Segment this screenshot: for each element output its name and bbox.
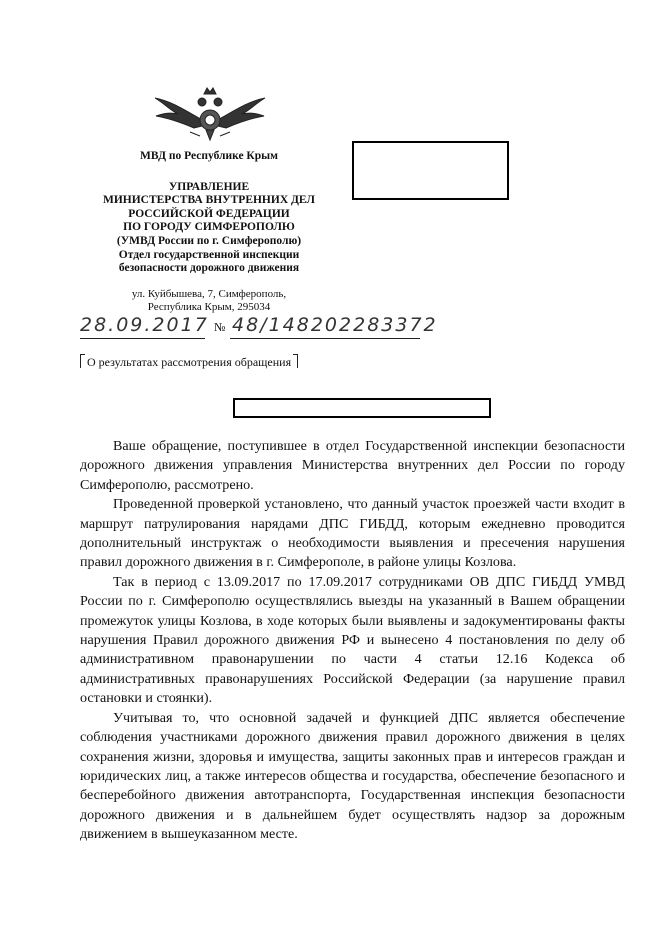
redacted-addressee-box xyxy=(233,398,491,418)
ministry-name: МВД по Республике Крым xyxy=(140,150,278,162)
dept-line: Отдел государственной инспекции xyxy=(118,248,300,261)
eagle-emblem-icon xyxy=(150,84,270,144)
dept-line: РОССИЙСКОЙ ФЕДЕРАЦИИ xyxy=(128,207,290,220)
dept-line: (УМВД России по г. Симферополю) xyxy=(116,234,302,247)
address-line: ул. Куйбышева, 7, Симферополь, xyxy=(131,288,287,300)
redacted-recipient-box xyxy=(352,141,509,200)
dept-line: УПРАВЛЕНИЕ xyxy=(168,180,250,193)
reg-date: 28.09.2017 xyxy=(80,314,209,336)
reg-number: 48/148202283372 xyxy=(232,314,438,336)
body-paragraph: Проведенной проверкой установлено, что данный участок проезжей части входит в маршрут патрулирования нарядами ДПС ГИБДД, которым ежедневно проводится дополнительный инструктаж о необходимости выявления и пресечения нарушения правил дорожного движения в г. Симферополе, в районе улицы Козлова. xyxy=(80,496,625,571)
subject-line xyxy=(80,354,298,370)
address xyxy=(95,288,323,314)
dept-line: безопасности дорожного движения xyxy=(118,262,300,275)
subject-bracket-right xyxy=(293,354,298,368)
subject-text: О результатах рассмотрения обращения xyxy=(87,355,292,369)
date-underline xyxy=(80,338,205,339)
number-underline xyxy=(230,338,420,339)
dept-line: ПО ГОРОДУ СИМФЕРОПОЛЮ xyxy=(123,221,295,234)
registration-line xyxy=(80,312,438,342)
body-paragraph: Ваше обращение, поступившее в отдел Государственной инспекции безопасности дорожного движения управления Министерства внутренних дел России по городу Симферополю, рассмотрено. xyxy=(80,438,625,493)
body-paragraph: Учитывая то, что основной задачей и функцией ДПС является обеспечение соблюдения участниками дорожного движения правил дорожного движения в целях сохранения жизни, здоровья и имущества, защиты законных прав и интересов граждан и юридических лиц, а также интересов общества и государства, обеспечение безопасного и бесперебойного движения автотранспорта, Государственная инспекция безопасности дорожного движения и в дальнейшем будет осуществлять надзор за дорожным движением в вышеуказанном месте. xyxy=(80,709,625,843)
letterhead xyxy=(78,150,340,276)
address-line: Республика Крым, 295034 xyxy=(147,301,271,313)
reg-number-label: № xyxy=(214,320,226,334)
subject-bracket-left xyxy=(80,354,85,368)
dept-line: МИНИСТЕРСТВА ВНУТРЕННИХ ДЕЛ xyxy=(102,194,316,207)
letter-body xyxy=(80,437,625,845)
body-paragraph: Так в период с 13.09.2017 по 17.09.2017 сотрудниками ОВ ДПС ГИБДД УМВД России по г. Симферополю осуществлялись выезды на указанный в Вашем обращении промежуток улицы Козлова, в ходе которых были выявлены и задокументированы факты нарушения Правил дорожного движения РФ и вынесено 4 постановления по делу об административном правонарушении по части 4 статьи 12.16 Кодекса об административных правонарушениях Российской Федерации (за нарушение правил остановки и стоянки). xyxy=(80,573,625,707)
